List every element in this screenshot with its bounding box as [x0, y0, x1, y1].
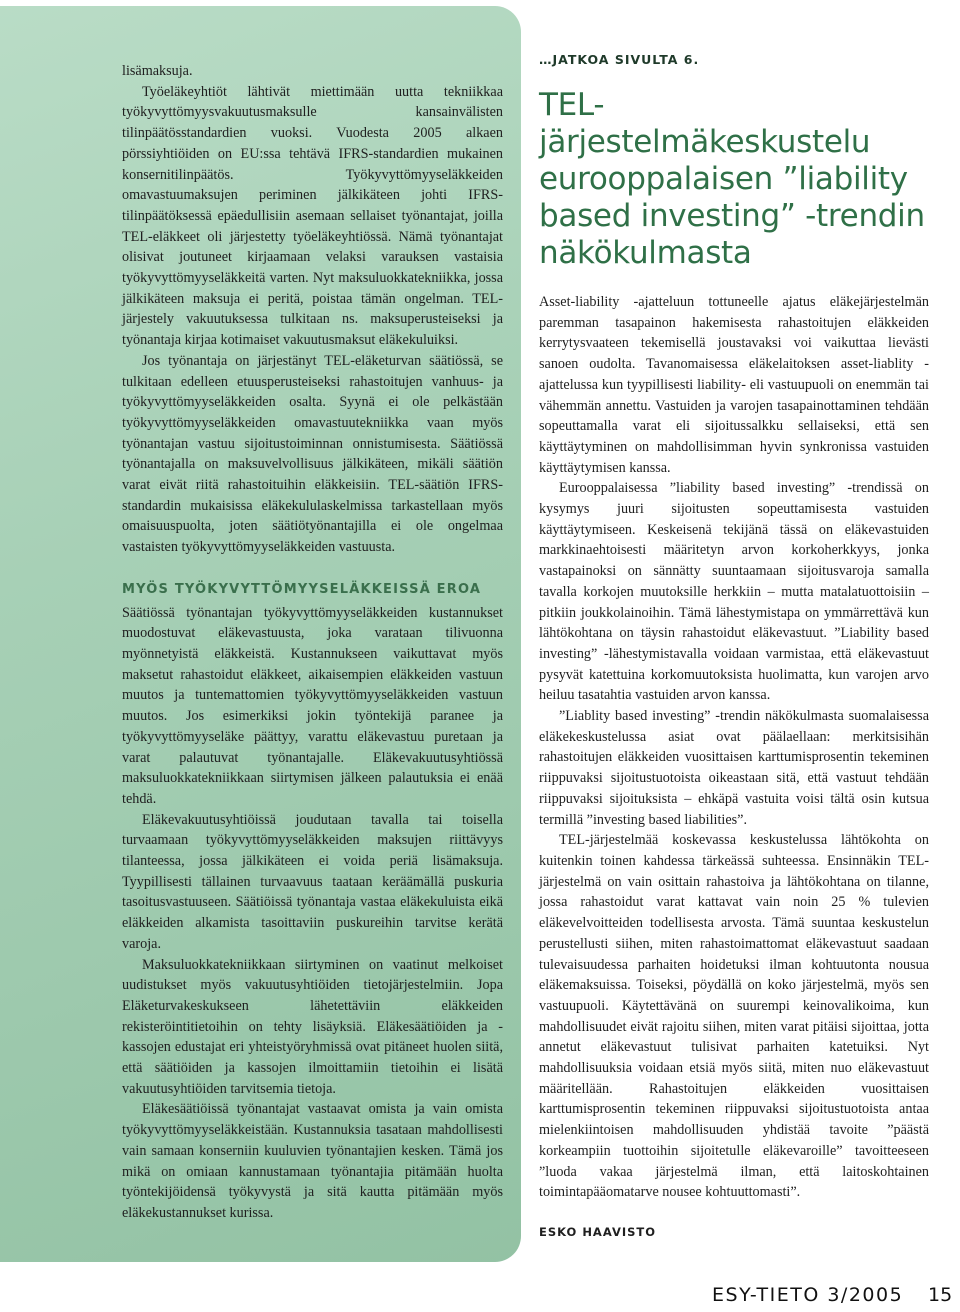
right-paragraph: ”Liablity based investing” -trendin näkökulmasta suomalaisessa eläkekeskustelussa asiat ovat päälaellaan: merkitsisihän rahastoitujen eläkkeiden vuosittaisen karttumisprosentin tekeminen riippuvaksi sijoitustuotoista oikeastaan sitä, että vastuut tehdään riippuvaksi sijoituksista – ehkäpä vastuita voisi tältä osin kutsua termillä ”investing based liabilities”.	[539, 708, 929, 828]
author-byline: ESKO HAAVISTO	[539, 1224, 657, 1239]
left-paragraph: Eläkesäätiöissä työnantajat vastaavat omista ja vain omista työkyvyttömyyseläkkeistään. Kustannuksia tasataan mahdollisesti vain samaan konserniin kuuluvien työnantajien kesken. Tämä jos mikä on omiaan kannustamaan työnantajia pitämään huolta työntekijöidensä työkyvystä ja sitä kautta pitämään myös eläkekustannukset kurissa.	[122, 1101, 503, 1221]
section-subheading: MYÖS TYÖKYVYTTÖMYYSELÄKKEISSÄ EROA	[122, 581, 482, 597]
right-paragraph: Asset-liability -ajatteluun tottuneelle ajatus eläkejärjestelmän paremman tasapainon hakemisesta rahastoitujen eläkkeiden kerrytysvaateen tekemisellä joustavaksi voi vaikuttaa lievästi sanoen oudolta. Tavanomaisessa eläkelaitoksen asset-liablity -ajattelussa kun tyypillisesti liability- eli vastuupuoli on enemmän tai vähemmän annettu. Vastuiden ja varojen tasapainottaminen tehdään sopeuttamalla varat eli sijoitussalkku sellaiseksi, että sen käyttäytyminen on mahdollisimman hyvin synkronissa vastuiden käyttäytymisen kanssa.	[539, 294, 929, 476]
left-paragraph: Eläkevakuutusyhtiöissä joudutaan tavalla tai toisella turvaamaan työkyvyttömyyseläkkeiden maksujen riittävyys tilanteessa, jossa jälkikäteen ei voida periä lisämaksuja. Tyypillisesti tällainen turvaavuus taataan keräämällä puskuria tasoitusvastuuseen. Säätiöissä työnantaja vastaa eläkekuluista eikä eläkkeiden alkamista tasoittaviin puskureihin tarvitse kerätä varoja.	[122, 811, 503, 952]
page-number: 15	[928, 1284, 953, 1306]
left-paragraph: Maksuluokkatekniikkaan siirtyminen on vaatinut melkoiset uudistukset myös vakuutusyhtiöiden tietojärjestelmiin. Jopa Eläketurvakeskukseen lähetettäviin eläkkeiden rekisteröintitietoihin on tehty lisäyksiä. Eläkesäätiöiden ja -kassojen edustajat eri yhteistyöryhmissä ovat pitäneet huolen siitä, että säätiöiden ja kassojen ilmoittamiin tietoihin ei lisätä vakuutusyhtiöiden tarvitsemia tietoja.	[122, 956, 503, 1097]
right-column	[539, 52, 929, 1239]
left-paragraph: Säätiössä työnantajan työkyvyttömyyseläkkeiden kustannukset muodostuvat eläkevastuusta, joka varataan tilivuonna myönnetyistä eläkkeistä. Kustannukseen vaikuttavat myös maksetut rahastoidut eläkkeet, aikaisempien eläkkeiden vastuun muutos ja tuntemattomien työkyvyttömyyseläkkeiden vastuun muutos. Jos esimerkiksi jokin työntekijä paranee ja työkyvyttömyyseläke päättyy, varattu eläkevastuu puretaan ja varat palautuvat työnantajalle. Eläkevakuutusyhtiössä maksuluokkatekniikkaan siirtymisen jälkeen palautuksia ei enää tehdä.	[122, 604, 503, 807]
continued-from-kicker: …JATKOA SIVULTA 6.	[539, 52, 700, 67]
article-headline: TEL-järjestelmäkeskustelu eurooppalaisen ”liability based investing” -trendin näkökulmasta	[539, 87, 925, 271]
left-paragraph: lisämaksuja.	[122, 63, 193, 79]
right-article-body	[539, 292, 929, 1203]
right-paragraph: Eurooppalaisessa ”liability based investing” -trendissä on kysymys juuri sijoitusten sopeuttamisesta vastuiden käyttäytymiseen. Keskeisenä tekijänä tässä on eläkevastuiden markkinaehtoisesti määritetyn arvon korkoherkkyys, jonka vastapainoksi on sännätty suuntaamaan sijoitusvaroja samalla tavalla korkojen muutoksille herkkiin – mutta matalatuottoisiin – pitkiin joukkolainoihin. Tämä lähestymistapa on ymmärrettävä kun lähtökohtana on täysin rahastoidut eläkevastuut. ”Liability based investing” -lähestymistavalla voidaan varmistaa, että eläkevastuut pysyvät katettuina korkomuutoksista huolimatta, kun varojen arvo heiluu tasatahtia vastuiden arvon kanssa.	[539, 480, 929, 704]
publication-footer: ESY-TIETO 3/2005	[712, 1284, 904, 1306]
left-column	[122, 61, 503, 1224]
right-paragraph: TEL-järjestelmää koskevassa keskustelussa lähtökohta on kuitenkin toinen kahdessa tärkeässä suhteessa. Ensinnäkin TEL-järjestelmä on vain osittain rahastoiva ja lähtökohtana on tilanne, jossa rahastoidut varat kattavat vain noin 25 % tulevien eläkevelvoitteiden todellisesta arvosta. Tämä suuntaa keskustelun perustellusti siihen, miten rahastoimattomat eläkevastuut saadaan tulevaisuudessa parhaiten hoidetuksi ilman kohtuutonta nousua eläkemaksuissa. Toiseksi, pöydällä on koko järjestelmä, myös sen vastuupuoli. Käytettävänä on suurempi keinovalikoima, kun mahdollisuudet eivät rajoitu siihen, miten varat pitäisi sijoittaa, jotta annetut eläkevastuut tulisivat parhaiten katetuiksi. Nyt mahdollisuuksia voidaan etsiä myös siitä, miten nuo eläkevastuut määritellään. Rahastoitujen eläkkeiden vuosittaisen karttumisprosentin tekeminen riippuvaksi sijoitustuotoista antaa mielenkiintoisen mahdollisuuden yhdistää tavoite ”päästä korkeampiin tuottoihin sijoitetulle eläkevaroille” tavoitteeseen ”luoda vakaa järjestelmä ilman, että laitoskohtainen toimintapääomatarve nousee kohtuuttomasti”.	[539, 832, 929, 1201]
left-paragraph: Jos työnantaja on järjestänyt TEL-eläketurvan säätiössä, se tulkitaan edelleen etuusperusteiseksi rahastoitujen vanhuus- ja työkyvyttömyyseläkkeiden osalta. Syynä ei ole pelkästään työkyvyttömyyseläkkeiden omavastuutekniikka vaan myös työnantajan vastuu sijoitustoiminnan onnistumisesta. Säätiössä työnantajalla on maksuvelvollisuus jälkikäteen, mikäli säätiön varat eivät riitä rahastoituihin eläkkeisiin. TEL-säätiön IFRS-standardin mukaisissa eläkekululaskelmissa tarkastellaan myös omaisuuspuolta, joten säätiötyönantajilla ei ole ongelmaa vastaisten työkyvyttömyyseläkkeiden vastuusta.	[122, 352, 503, 556]
left-paragraph: Työeläkeyhtiöt lähtivät miettimään uutta tekniikkaa työkyvyttömyysvakuutusmaksulle kansainvälisten tilinpäätösstandardien vuoksi. Vuodesta 2005 alkaen pörssiyhtiöiden on EU:ssa tehtävä IFRS-standardien mukainen konsernitilinpäätös. Työkyvyttömyyseläkkeiden omavastuumaksujen periminen jälkikäteen johti IFRS-tilinpäätöksessä epäedullisiin asemaan sellaiset työnantajat, joilla TEL-eläkkeet oli järjestetty työeläkeyhtiössä. Nämä työnantajat olisivat joutuneet kirjaamaan velaksi varauksen vastaisia työkyvyttömyyseläkkeitä varten. Nyt maksuluokkatekniikka, jossa jälkikäteen maksuja ei peritä, poistaa tämän ongelman. TEL-järjestely vakuutuksessa tulkitaan ns. maksuperusteiseksi ja työnantaja kirjaa kotimaiset vakuutusmaksut eläkekuluiksi.	[122, 83, 503, 349]
